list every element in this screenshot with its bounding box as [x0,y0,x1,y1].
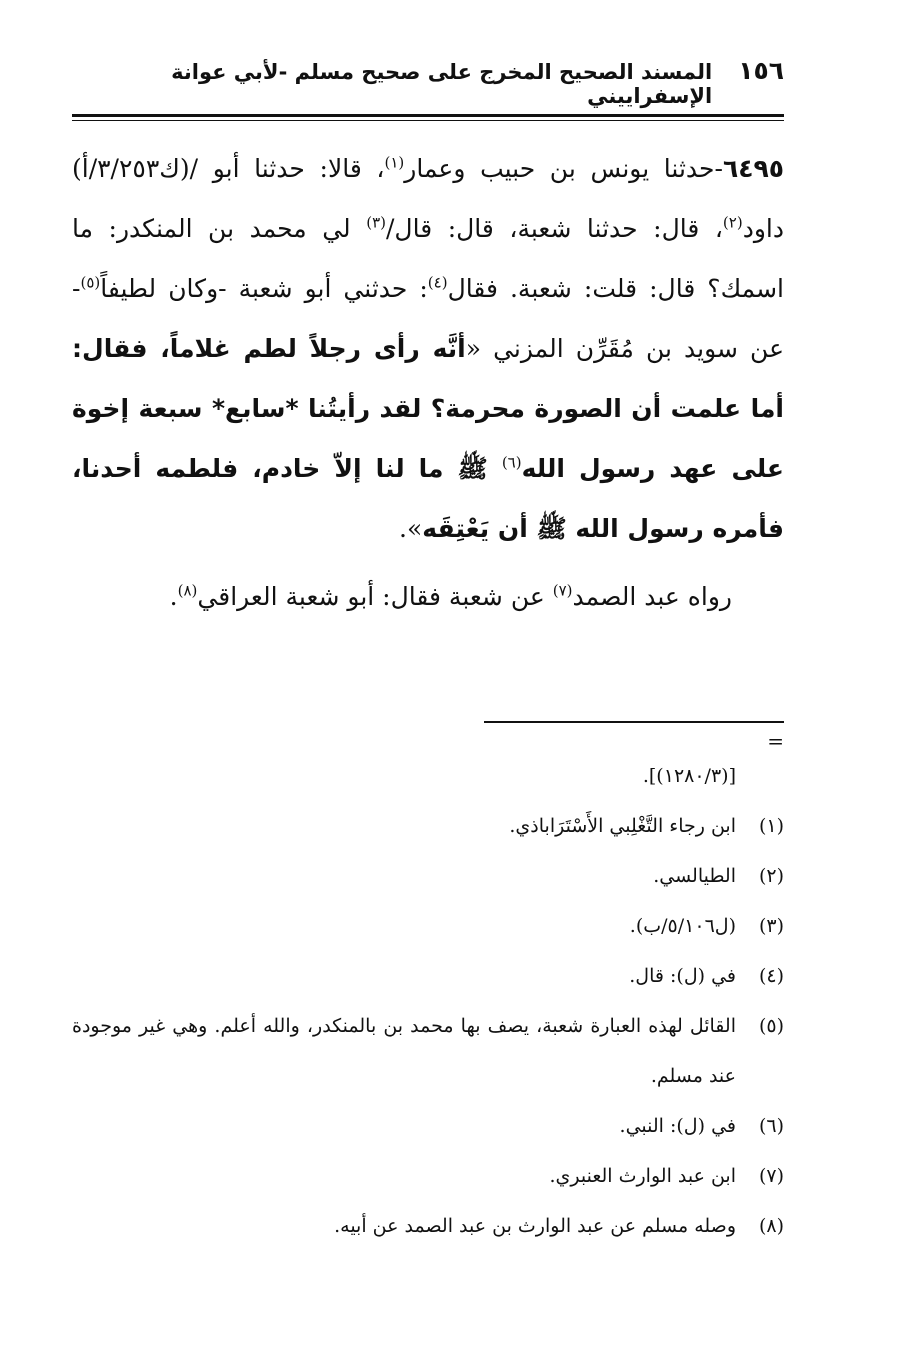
footnote-item [72,801,784,851]
footnote-key: (٦) [758,1115,784,1137]
footnote-ref: (٨) [177,581,198,600]
footnote-text: الطيالسي. [653,865,736,887]
footnote-item [72,1101,784,1151]
hadith-isnad: -حدثنا يونس بن حبيب وعمار [404,154,723,183]
book-title: المسند الصحيح المخرج على صحيح مسلم -لأبي عوانة الإسفراييني [171,60,713,108]
hadith-matn: أنَّه رأى رجلاً لطم غلاماً، فقال: أما علمت أن الصورة محرمة؟ لقد رأيتُنا *سابع* سبعة إخوة على عهد رسول الله [72,334,785,483]
narration-text: رواه عبد الصمد [572,582,732,611]
footnote-text: وصله مسلم عن عبد الوارث بن عبد الصمد عن أبيه. [334,1215,736,1237]
hadith-isnad: - عن سويد بن مُقَرِّن المزني « [72,274,784,363]
footnote-ref: (٢) [722,213,743,232]
narration-end: . [169,582,178,611]
footnote-item [72,1001,784,1101]
footnotes [72,751,784,1251]
footnote-key: (٧) [758,1165,784,1187]
footnote-key: (٥) [758,1015,784,1037]
footnote-text: في (ل): قال. [629,965,736,987]
footnote-key: (٢) [758,865,784,887]
hadith-paragraph [72,139,784,559]
footnote-ref: (٦) [501,453,522,472]
footnote-ref: (٤) [427,273,448,292]
footnote-item [72,951,784,1001]
footnote-text: ابن عبد الوارث العنبري. [549,1165,736,1187]
page-header [72,56,784,117]
hadith-isnad: لي محمد بن المنكدر: ما اسمك؟ قال: قلت: شعبة. فقال [72,214,784,303]
footnote-text: القائل لهذه العبارة شعبة، يصف بها محمد بن بالمنكدر، والله أعلم. وهي غير موجودة عند مسلم. [72,1015,736,1087]
header-rule [72,120,784,121]
hadith-matn: ﷺ ما لنا إلاّ خادم، فلطمه أحدنا، فأمره رسول الله ﷺ أن يَعْتِقَه [72,454,784,543]
footnote-text: في (ل): النبي. [619,1115,736,1137]
footnote-item [72,1201,784,1251]
footnote-key: (٣) [758,915,784,937]
page-number: ١٥٦ [738,56,784,85]
footnote-key: (١) [758,815,784,837]
footnote-ref: (٧) [552,581,573,600]
footnote-separator [484,721,784,723]
footnote-ref: (٣) [366,213,386,232]
footnote-key: (٨) [758,1215,784,1237]
hadith-isnad: ، قال: حدثنا شعبة، قال: قال/ [386,214,723,243]
footnote-item [72,901,784,951]
narration-line [72,567,784,627]
footnote-key: (٤) [758,965,784,987]
hadith-isnad: ، قالا: حدثنا أبو /(ك٣/٢٥٣/أ) داود [72,154,784,243]
footnote-item [72,1151,784,1201]
hadith-end: ». [399,514,423,543]
footnote-ref: (١) [384,153,405,172]
footnote-text: (ل٥/١٠٦/ب). [629,915,736,937]
footnote-text: ابن رجاء التَّغْلِبي الأَسْتَرَاباذي. [509,815,736,837]
narration-text: عن شعبة فقال: أبو شعبة العراقي [197,582,553,611]
hadith-isnad: : حدثني أبو شعبة -وكان لطيفاً [100,274,428,303]
footnote-continuation [72,751,784,801]
footnote-ref: (٥) [80,273,101,292]
footnote-continuation-mark: = [767,729,784,753]
hadith-number: ٦٤٩٥ [722,154,784,183]
footnote-text: [(١٢٨٠/٣)]. [642,765,736,787]
footnote-item [72,851,784,901]
book-page [72,56,784,1251]
